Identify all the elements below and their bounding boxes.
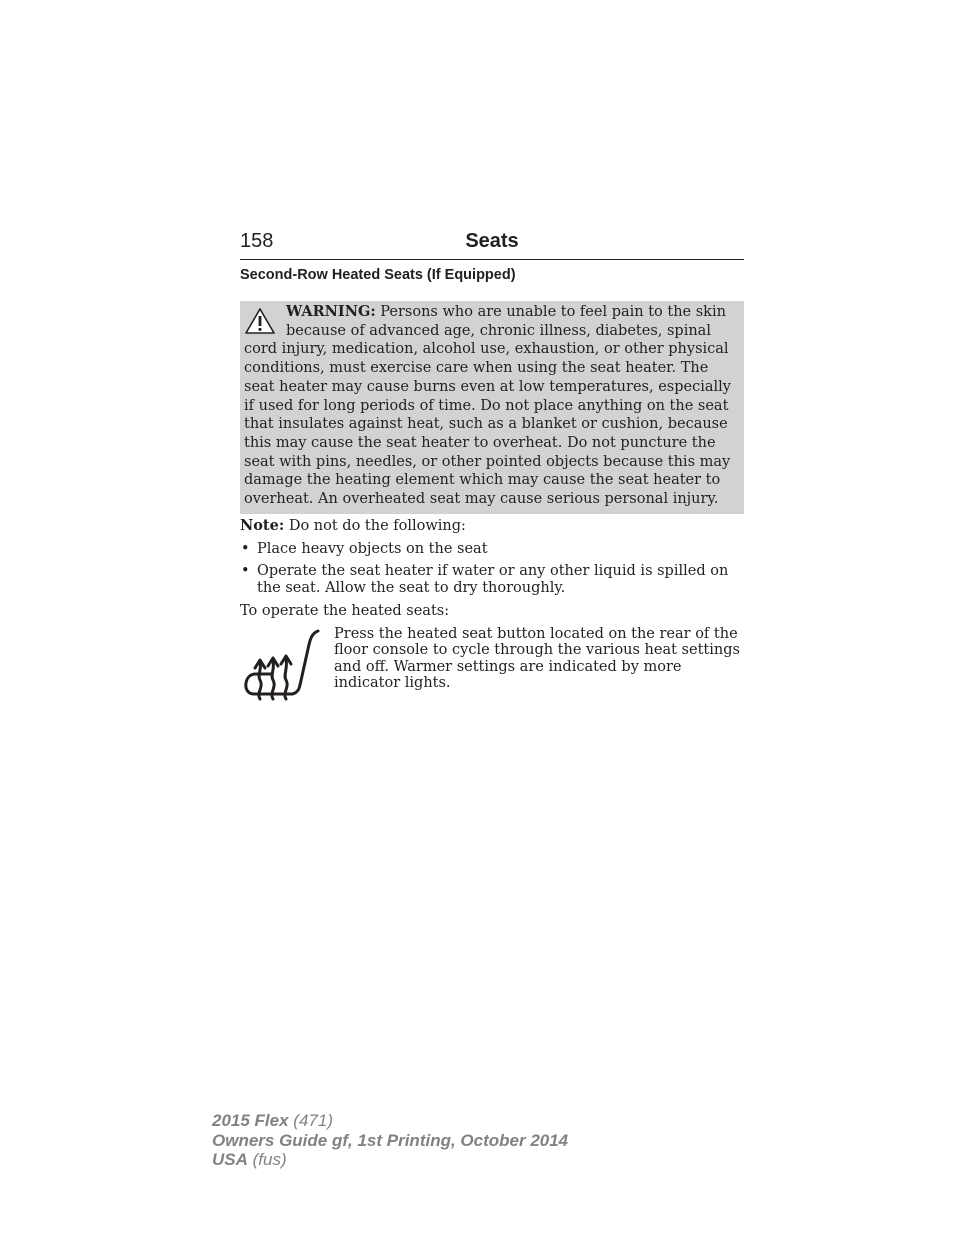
section-title: Second-Row Heated Seats (If Equipped): [240, 267, 516, 283]
heated-seat-icon: [242, 627, 324, 701]
page-footer: [212, 1111, 568, 1170]
warning-label: WARNING:: [286, 303, 376, 320]
operate-instruction: To operate the heated seats:: [240, 603, 450, 619]
page-number: 158: [240, 230, 274, 252]
page-header: [240, 228, 744, 260]
chapter-title: Seats: [465, 230, 519, 252]
heated-seat-description: Press the heated seat button located on the rear of the floor console to cycle through the various heat settings and off. Warmer settings are indicated by more indicator lights.: [334, 626, 740, 691]
bullet-list: [240, 541, 744, 602]
warning-box: [240, 301, 744, 514]
list-item: • Place heavy objects on the seat: [241, 541, 488, 557]
list-item: • Operate the seat heater if water or any other liquid is spilled on the seat. Allow the seat to dry thoroughly.: [241, 563, 729, 596]
note: [240, 517, 744, 535]
note-text: Do not do the following:: [288, 518, 466, 534]
note-label: Note:: [240, 517, 285, 534]
footer-model-line: 2015 Flex (471): [212, 1111, 333, 1130]
warning-text: Persons who are unable to feel pain to the skin because of advanced age, chronic illness, diabetes, spinal cord injury, medication, alcohol use, exhaustion, or other physical conditions, must exercise care when using the seat heater. The seat heater may cause burns even at low temperatures, especially if used for long periods of time. Do not place anything on the seat that insulates against heat, such as a blanket or cushion, because this may cause the seat heater to overheat. Do not puncture the seat with pins, needles, or other pointed objects because this may damage the heating element which may cause the seat heater to overheat. An overheated seat may cause serious personal injury.: [244, 304, 731, 508]
footer-guide-line: Owners Guide gf, 1st Printing, October 2014: [212, 1130, 569, 1150]
warning-triangle-icon: [244, 303, 286, 340]
footer-region-line: USA (fus): [212, 1150, 287, 1169]
